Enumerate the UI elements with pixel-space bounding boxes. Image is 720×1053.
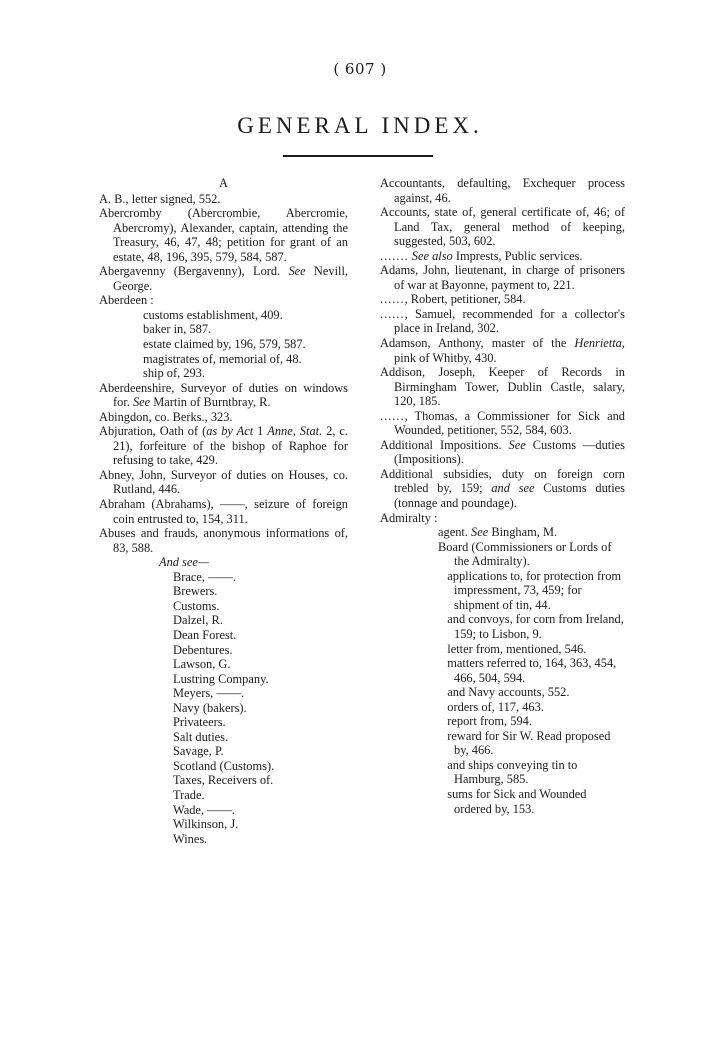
left-index-entry: Abney, John, Surveyor of duties on Houses, co. Rutland, 446. [99, 467, 348, 497]
left-index-subentry: Lawson, G. [173, 657, 231, 672]
right-index-entry: Addison, Joseph, Keeper of Records in Birmingham Tower, Dublin Castle, salary, 120, 185. [380, 365, 625, 409]
left-index-subentry: Scotland (Customs). [173, 758, 275, 773]
left-index-subentry: estate claimed by, 196, 579, 587. [143, 337, 306, 352]
right-index-entry: Adamson, Anthony, master of the Henrietta, pink of Whitby, 430. [380, 336, 625, 365]
right-index-subentry: sums for Sick and Wounded ordered by, 153. [438, 786, 587, 816]
left-index-entry: Abercromby (Abercrombie, Abercromie, Abercromy), Alexander, captain, attending the Treasury, 46, 47, 48; petition for grant of an estate, 48, 196, 395, 579, 584, 587. [99, 206, 348, 264]
left-index-subentry: And see— [159, 555, 209, 570]
left-index-subentry: Dalzel, R. [173, 613, 223, 628]
left-index-entry: Abergavenny (Bergavenny), Lord. See Nevill, George. [99, 264, 348, 293]
right-index-entry: Additional subsidies, duty on foreign corn trebled by, 159; and see Customs duties (tonnage and poundage). [380, 466, 625, 511]
right-index-subentry: report from, 594. [438, 714, 532, 729]
left-index-subentry: ship of, 293. [143, 366, 205, 381]
left-index-subentry: Trade. [173, 787, 205, 802]
left-index-subentry: Wines. [173, 831, 208, 846]
left-index-entry: Aberdeenshire, Surveyor of duties on windows for. See Martin of Burntbray, R. [99, 380, 348, 410]
index-title: GENERAL INDEX. [237, 113, 483, 138]
right-index-subentry: letter from, mentioned, 546. [438, 641, 587, 656]
left-index-subentry: customs establishment, 409. [143, 307, 283, 322]
right-index-subentry: orders of, 117, 463. [438, 699, 544, 714]
letter-heading: A [219, 176, 228, 190]
left-index-entry: Abuses and frauds, anonymous informations of, 83, 588. [99, 526, 348, 555]
left-index-subentry: Customs. [173, 598, 220, 613]
left-entries [99, 192, 348, 847]
right-index-subentry: and convoys, for corn from Ireland, 159; to Lisbon, 9. [438, 612, 624, 641]
left-index-subentry: baker in, 587. [143, 322, 212, 337]
left-index-entry: Abraham (Abrahams), ——, seizure of foreign coin entrusted to, 154, 311. [99, 497, 348, 526]
right-index-entry: Accounts, state of, general certificate of, 46; of Land Tax, general method of keeping, suggested, 503, 602. [380, 205, 625, 249]
left-index-entry: Abjuration, Oath of (as by Act 1 Anne, Stat. 2, c. 21), forfeiture of the bishop of Raphoe for refusing to take, 429. [99, 424, 349, 468]
left-index-subentry: Wade, ——. [173, 802, 235, 817]
right-index-entry: ....... See also Imprests, Public services. [380, 248, 583, 263]
left-index-subentry: Debentures. [173, 642, 233, 657]
right-index-subentry: applications to, for protection from impressment, 73, 459; for shipment of tin, 44. [438, 568, 622, 612]
right-index-entry: Adams, John, lieutenant, in charge of prisoners of war at Bayonne, payment to, 221. [380, 263, 625, 292]
left-index-subentry: Brewers. [173, 584, 218, 599]
left-index-subentry: Meyers, ——. [173, 686, 245, 701]
left-index-entry: Aberdeen : [99, 293, 154, 308]
right-index-subentry: matters referred to, 164, 363, 454, 466, 504, 594. [438, 656, 617, 685]
left-index-subentry: magistrates of, memorial of, 48. [143, 351, 302, 366]
left-index-entry: A. B., letter signed, 552. [99, 191, 221, 206]
left-index-subentry: Navy (bakers). [173, 700, 247, 715]
right-index-entry: ......, Thomas, a Commissioner for Sick and Wounded, petitioner, 552, 584, 603. [380, 408, 625, 438]
left-index-subentry: Privateers. [173, 715, 226, 730]
right-entries [380, 176, 625, 816]
left-index-subentry: Salt duties. [173, 729, 229, 744]
left-index-subentry: Taxes, Receivers of. [173, 773, 274, 788]
index-column-left [99, 176, 348, 846]
right-index-subentry: and ships conveying tin to Hamburg, 585. [438, 757, 578, 787]
right-index-subentry: and Navy accounts, 552. [438, 685, 570, 700]
left-index-subentry: Lustring Company. [173, 671, 269, 686]
left-index-subentry: Savage, P. [173, 744, 224, 759]
left-index-subentry: Wilkinson, J. [173, 817, 239, 832]
right-index-subentry: reward for Sir W. Read proposed by, 466. [438, 728, 611, 758]
right-index-entry: Admiralty : [380, 510, 438, 525]
right-index-entry: ......, Robert, petitioner, 584. [380, 292, 526, 307]
title-rule [283, 155, 433, 157]
right-index-subentry: agent. See Bingham, M. [438, 525, 558, 540]
left-index-subentry: Brace, ——. [173, 569, 236, 584]
left-index-subentry: Dean Forest. [173, 627, 237, 642]
index-column-right [380, 176, 625, 816]
left-index-entry: Abingdon, co. Berks., 323. [99, 409, 233, 424]
right-index-entry: Additional Impositions. See Customs —duties (Impositions). [380, 437, 626, 467]
right-index-subentry: Board (Commissioners or Lords of the Admiralty). [438, 539, 612, 569]
right-index-entry: Accountants, defaulting, Exchequer process against, 46. [380, 176, 625, 205]
right-index-entry: ......, Samuel, recommended for a collector's place in Ireland, 302. [380, 306, 625, 336]
page-number: ( 607 ) [333, 60, 387, 78]
